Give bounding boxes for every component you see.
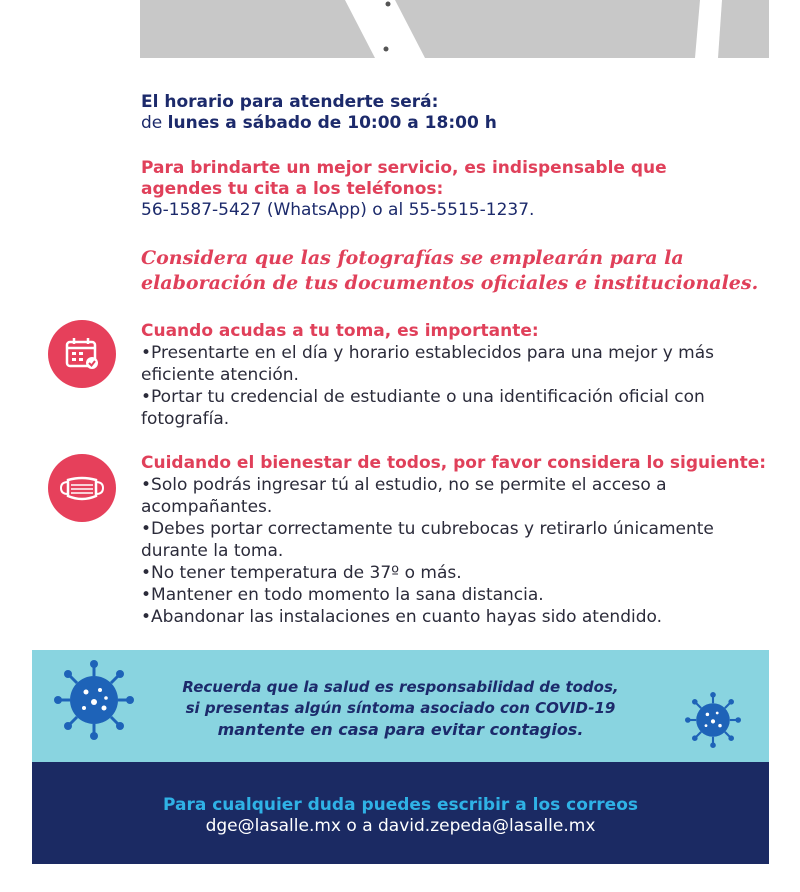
appointment-line-2: agendes tu cita a los teléfonos: bbox=[141, 179, 444, 199]
list-item: acompañantes. bbox=[141, 497, 273, 517]
wellbeing-title: Cuidando el bienestar de todos, por favor considera lo siguiente: bbox=[141, 453, 767, 473]
notice-line-1: Considera que las fotografías se emplearán para la bbox=[141, 247, 684, 269]
map-fragment bbox=[140, 0, 769, 58]
contact-intro: Para cualquier duda puedes escribir a los correos bbox=[162, 795, 639, 815]
covid-message bbox=[32, 677, 769, 740]
list-item: •Abandonar las instalaciones en cuanto hayas sido atendido. bbox=[141, 607, 663, 627]
notice-line-2: elaboración de tus documentos oficiales e institucionales. bbox=[141, 272, 759, 294]
list-item: •Debes portar correctamente tu cubrebocas y retirarlo únicamente bbox=[141, 519, 714, 539]
list-item: •Mantener en todo momento la sana distancia. bbox=[141, 585, 544, 605]
covid-line-2: si presentas algún síntoma asociado con COVID-19 bbox=[185, 699, 616, 717]
list-item: eficiente atención. bbox=[141, 365, 299, 385]
appointment-phones: 56-1587-5427 (WhatsApp) o al 55-5515-1237. bbox=[141, 200, 535, 220]
appointment-block bbox=[141, 158, 667, 221]
covid-banner bbox=[32, 650, 769, 762]
covid-line-3: mantente en casa para evitar contagios. bbox=[217, 720, 584, 739]
appointment-line-1: Para brindarte un mejor servicio, es indispensable que bbox=[141, 158, 667, 178]
list-item: •Portar tu credencial de estudiante o una identificación oficial con bbox=[141, 387, 705, 407]
hours-intro: El horario para atenderte será: bbox=[141, 92, 439, 112]
session-block bbox=[141, 320, 714, 430]
contact-emails[interactable]: dge@lasalle.mx o a david.zepeda@lasalle.mx bbox=[205, 816, 596, 836]
list-item: fotografía. bbox=[141, 409, 230, 429]
covid-line-1: Recuerda que la salud es responsabilidad de todos, bbox=[182, 678, 619, 696]
hours-range: lunes a sábado de 10:00 a 18:00 h bbox=[167, 113, 497, 133]
wellbeing-block bbox=[141, 452, 766, 628]
list-item: •Solo podrás ingresar tú al estudio, no se permite el acceso a bbox=[141, 475, 667, 495]
hours-prefix: de bbox=[141, 113, 163, 133]
contact-footer bbox=[32, 762, 769, 864]
list-item: •Presentarte en el día y horario establecidos para una mejor y más bbox=[141, 343, 714, 363]
calendar-check-icon bbox=[48, 320, 116, 388]
face-mask-icon bbox=[48, 454, 116, 522]
list-item: •No tener temperatura de 37º o más. bbox=[141, 563, 462, 583]
list-item: durante la toma. bbox=[141, 541, 284, 561]
photo-notice bbox=[141, 246, 758, 296]
hours-block bbox=[141, 92, 497, 134]
session-title: Cuando acudas a tu toma, es importante: bbox=[141, 321, 539, 341]
